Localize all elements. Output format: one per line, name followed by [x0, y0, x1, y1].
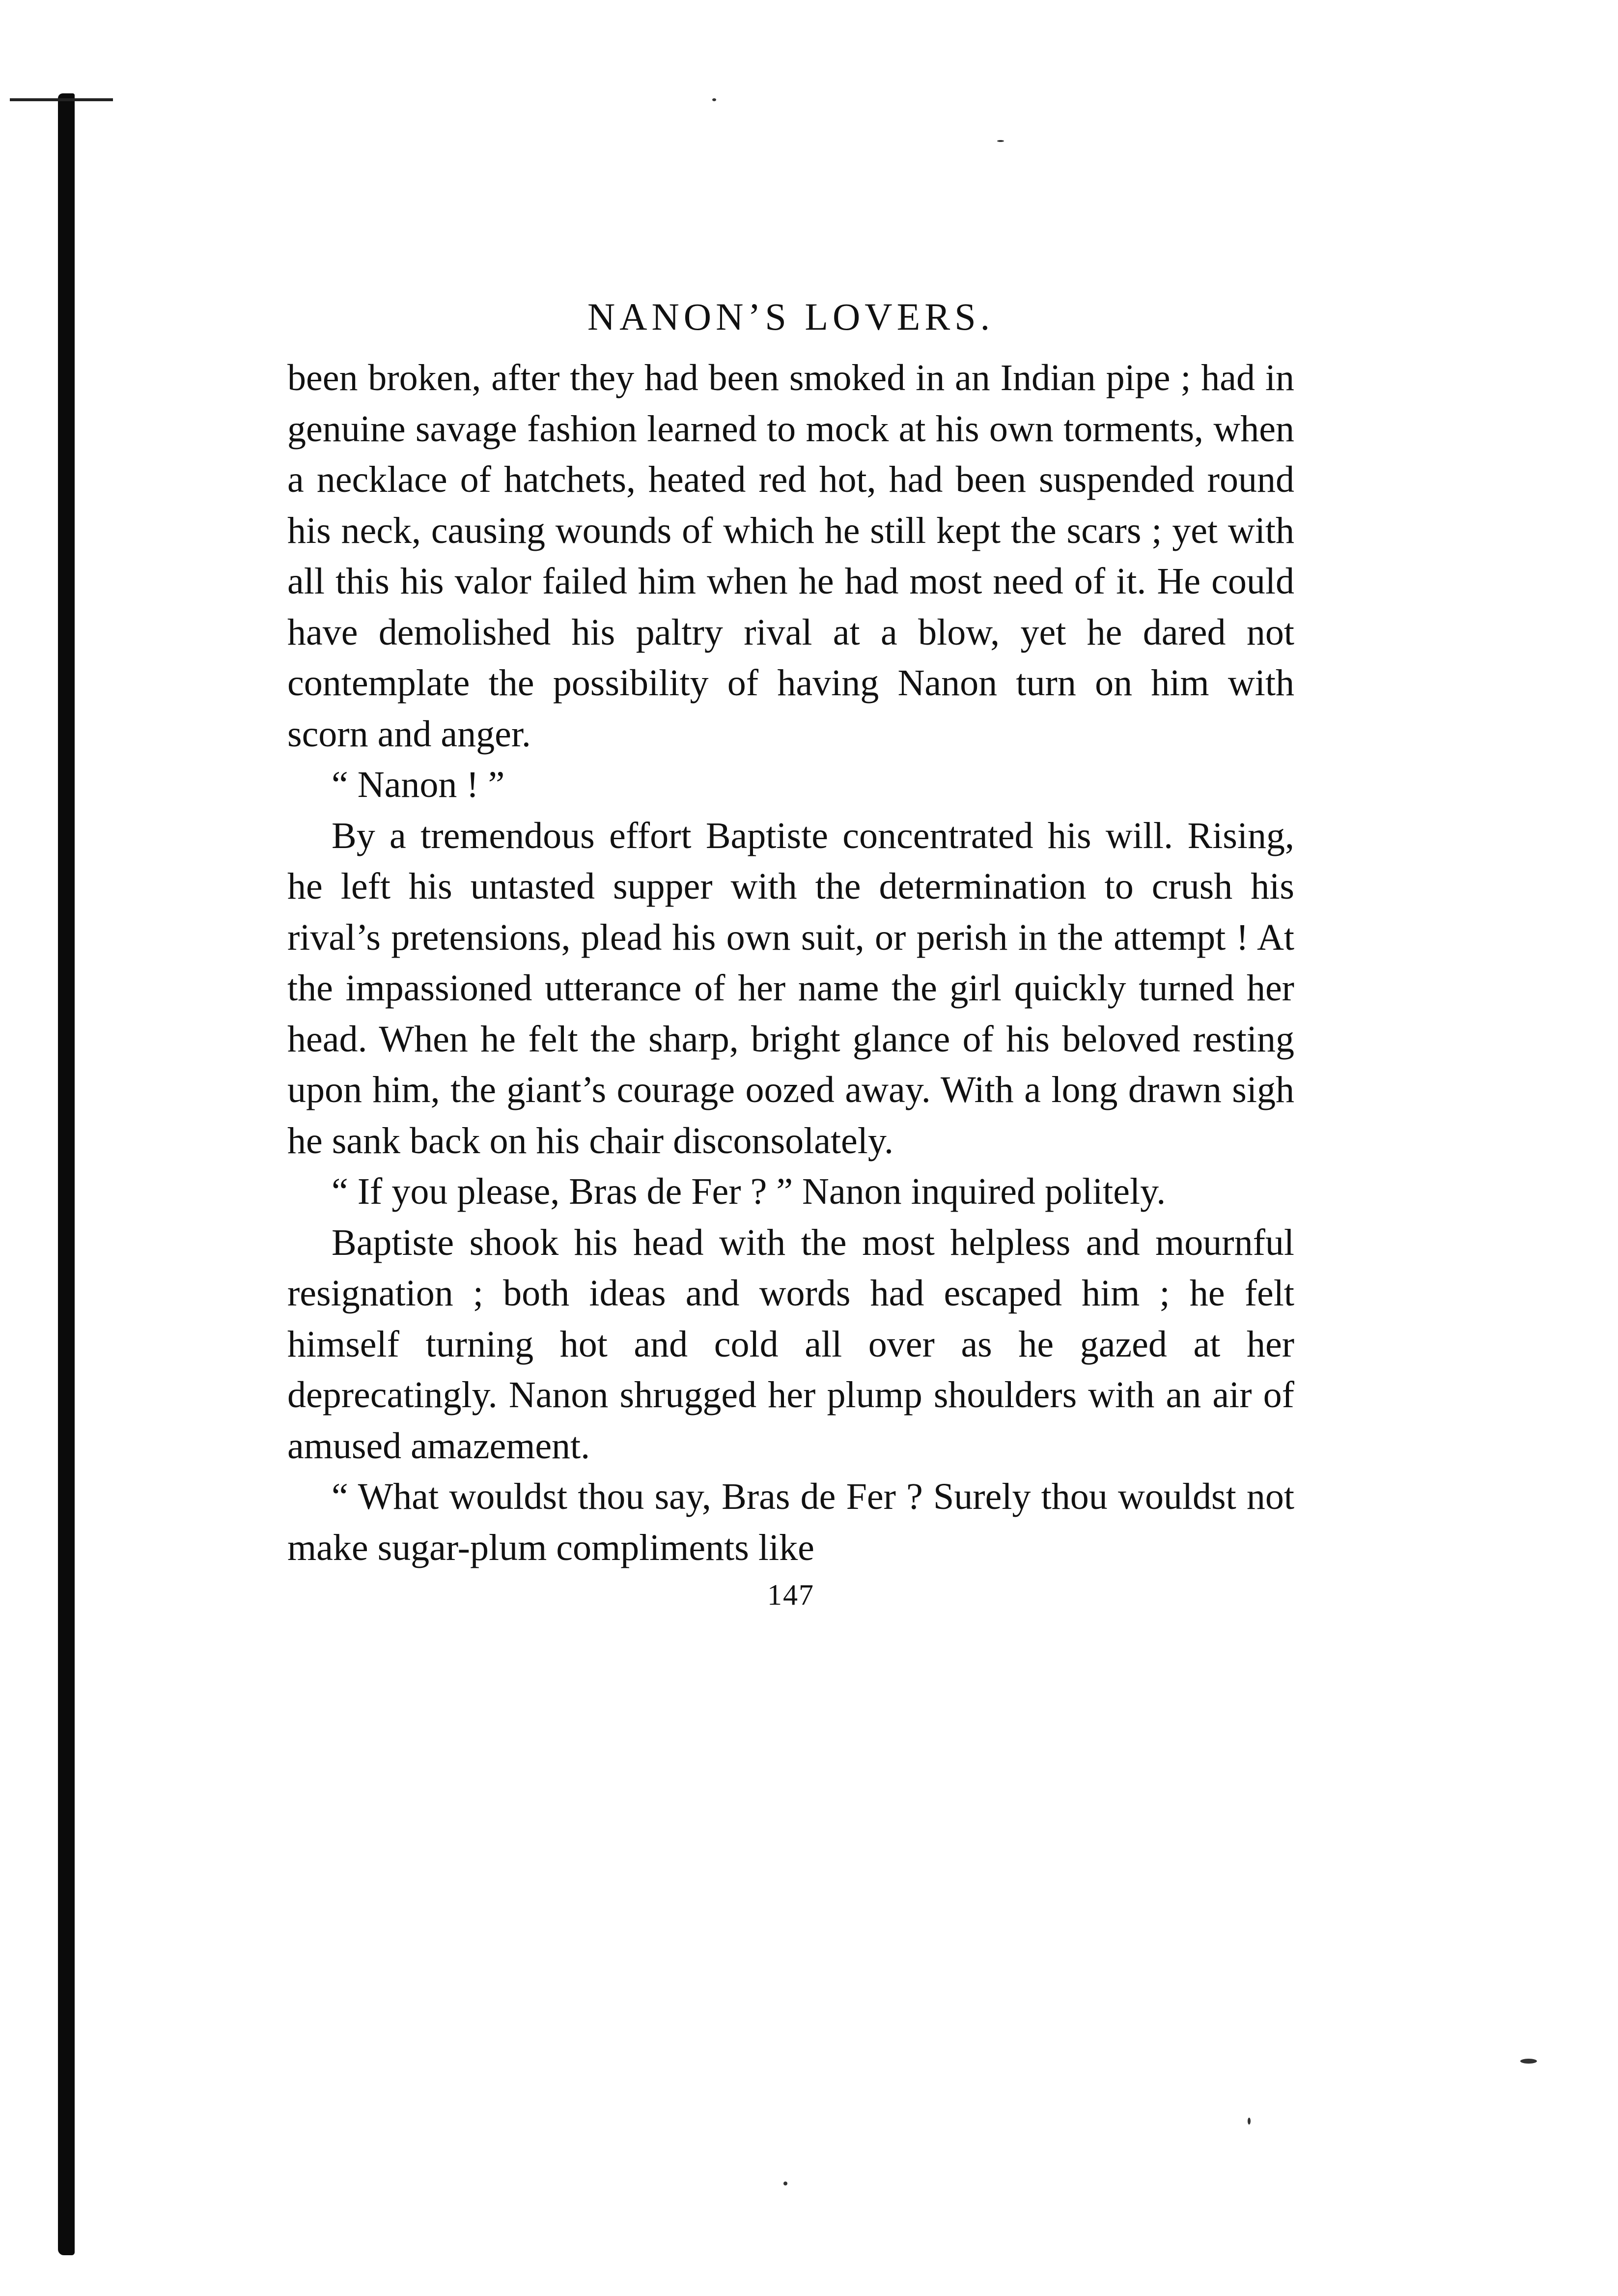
paragraph: By a tremendous effort Baptiste concentrated his will. Rising, he left his untasted supper with the determination to crush his rival’s pretensions, plead his own suit, or perish in the attempt ! At the impassioned utterance of her name the girl quickly turned her head. When he felt the sharp, bright glance of his beloved resting upon him, the giant’s courage oozed away. With a long drawn sigh he sank back on his chair disconsolately. [287, 815, 1294, 1162]
page-number: 147 [767, 1579, 814, 1611]
scan-speck [783, 2182, 787, 2185]
paragraph: “ If you please, Bras de Fer ? ” Nanon inquired politely. [332, 1171, 1166, 1212]
scan-speck [1520, 2059, 1537, 2064]
scan-speck [1248, 2118, 1251, 2125]
scan-binding-shadow [58, 93, 75, 2255]
page-content [287, 295, 1294, 1612]
running-head: NANON’S LOVERS. [587, 295, 995, 338]
paragraph: “ Nanon ! ” [332, 764, 505, 805]
body-text [287, 353, 1294, 1573]
paragraph: “ What wouldst thou say, Bras de Fer ? Surely thou wouldst not make sugar-plum compliments like [287, 1476, 1294, 1568]
scan-binding-top-mark [10, 98, 113, 101]
scan-speck [997, 140, 1004, 142]
paragraph: been broken, after they had been smoked in an Indian pipe ; had in genuine savage fashion learned to mock at his own torments, when a necklace of hatchets, heated red hot, had been suspended round his neck, causing wounds of which he still kept the scars ; yet with all this his valor failed him when he had most need of it. He could have demolished his paltry rival at a blow, yet he dared not contemplate the possibility of having Nanon turn on him with scorn and anger. [287, 357, 1294, 755]
paragraph: Baptiste shook his head with the most helpless and mournful resignation ; both ideas and words had escaped him ; he felt himself turning hot and cold all over as he gazed at her deprecatingly. Nanon shrugged her plump shoulders with an air of amused amazement. [287, 1221, 1294, 1467]
scan-speck [712, 98, 716, 101]
